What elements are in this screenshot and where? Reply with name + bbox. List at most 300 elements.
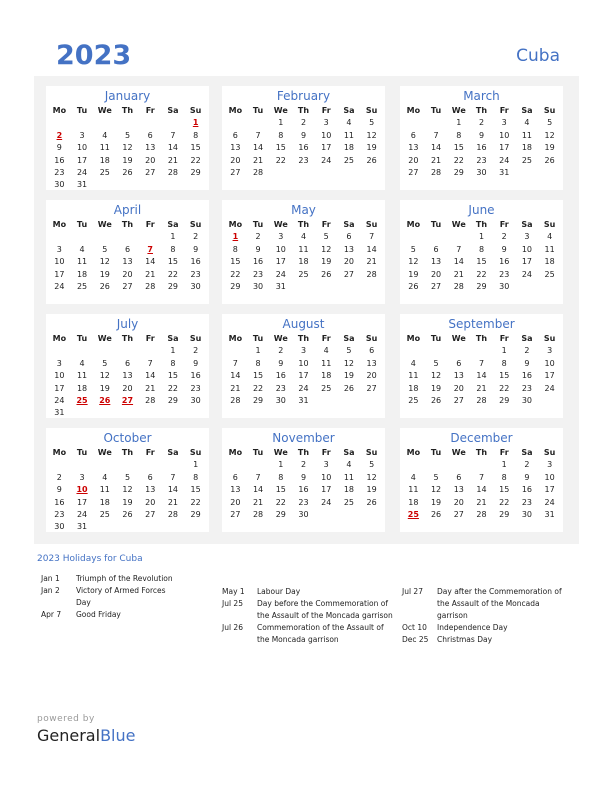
- day-cell: 30: [190, 281, 201, 291]
- day-cell: 25: [343, 155, 355, 165]
- day-cell: 14: [252, 485, 264, 495]
- weekday-label: Fr: [145, 106, 155, 115]
- day-cell: 8: [456, 130, 462, 140]
- weekday-label: Su: [365, 106, 378, 115]
- month-title: May: [291, 203, 316, 217]
- holiday-name: Commemoration of the Assault of the Moncada garrison: [257, 623, 384, 644]
- day-cell: 18: [321, 371, 332, 381]
- day-cell: 19: [99, 269, 110, 279]
- day-cell: 10: [54, 371, 65, 381]
- holiday-day: 25: [407, 509, 419, 519]
- day-cell: 14: [145, 371, 156, 381]
- weekday-label: Su: [543, 220, 556, 229]
- weekday-label: We: [97, 448, 112, 457]
- day-cell: 10: [321, 472, 332, 482]
- day-cell: 9: [56, 485, 62, 495]
- day-cell: 22: [499, 497, 510, 507]
- weekday-label: Sa: [521, 334, 533, 343]
- month-september: [400, 314, 563, 418]
- day-cell: 8: [501, 358, 507, 368]
- weekday-label: Mo: [52, 334, 67, 343]
- day-cell: 19: [408, 269, 419, 279]
- day-cell: 3: [56, 358, 62, 368]
- day-cell: 13: [122, 371, 133, 381]
- month-december: [400, 428, 563, 532]
- holiday-name: Victory of Armed Forces Day: [76, 586, 166, 607]
- day-cell: 12: [544, 130, 555, 140]
- day-cell: 8: [193, 472, 199, 482]
- day-cell: 22: [230, 269, 241, 279]
- day-cell: 19: [544, 143, 555, 153]
- day-cell: 24: [544, 497, 555, 507]
- day-cell: 28: [145, 395, 156, 405]
- day-cell: 18: [408, 383, 419, 393]
- day-cell: 3: [278, 232, 284, 242]
- day-cell: 15: [167, 371, 179, 381]
- empty-cell: [71, 345, 94, 357]
- day-cell: 7: [170, 472, 176, 482]
- month-june: [400, 200, 563, 304]
- day-cell: 2: [501, 232, 507, 242]
- day-cell: 14: [366, 244, 377, 254]
- holiday-date: Oct 10: [402, 623, 427, 632]
- country-name: Cuba: [516, 46, 560, 66]
- day-cell: 17: [76, 497, 88, 507]
- day-cell: 2: [524, 460, 530, 470]
- empty-cell: [447, 345, 470, 357]
- day-cell: 27: [230, 509, 241, 519]
- day-cell: 29: [252, 395, 264, 405]
- holiday-item: [41, 573, 181, 585]
- day-cell: 6: [124, 358, 131, 368]
- holiday-day: 2: [56, 130, 63, 140]
- day-cell: 30: [521, 509, 533, 519]
- holiday-item: [402, 586, 572, 622]
- day-cell: 20: [343, 257, 355, 267]
- weekday-label: Fr: [321, 334, 331, 343]
- day-cell: 31: [298, 395, 309, 405]
- day-cell: 24: [54, 395, 65, 405]
- day-cell: 30: [521, 395, 533, 405]
- day-cell: 4: [79, 358, 85, 368]
- day-cell: 29: [476, 281, 487, 291]
- day-cell: 12: [430, 371, 442, 381]
- day-cell: 10: [521, 244, 533, 254]
- weekday-label: Th: [475, 448, 488, 457]
- holiday-name: Good Friday: [76, 610, 121, 619]
- day-cell: 4: [410, 472, 416, 482]
- weekday-label: Fr: [145, 220, 155, 229]
- day-cell: 5: [102, 358, 108, 368]
- day-cell: 13: [366, 358, 377, 368]
- day-cell: 23: [190, 383, 201, 393]
- day-cell: 30: [190, 395, 201, 405]
- weekday-label: Fr: [499, 220, 509, 229]
- weekday-label: Mo: [406, 220, 421, 229]
- day-cell: 5: [410, 244, 416, 254]
- month-title: August: [282, 317, 325, 331]
- day-cell: 7: [456, 244, 462, 254]
- day-cell: 4: [346, 118, 352, 128]
- empty-cell: [402, 117, 425, 129]
- day-cell: 6: [456, 358, 462, 368]
- day-cell: 8: [278, 472, 284, 482]
- weekday-label: Sa: [167, 334, 179, 343]
- day-cell: 7: [478, 472, 485, 482]
- day-cell: 8: [278, 130, 284, 140]
- weekday-label: Mo: [228, 220, 243, 229]
- empty-cell: [425, 459, 448, 471]
- weekday-label: Sa: [343, 448, 355, 457]
- holiday-item: [402, 634, 572, 646]
- day-cell: 31: [544, 509, 555, 519]
- day-cell: 7: [232, 358, 238, 368]
- weekday-label: Sa: [343, 106, 355, 115]
- day-cell: 5: [369, 460, 375, 470]
- day-cell: 21: [167, 155, 179, 165]
- day-cell: 4: [300, 232, 307, 242]
- day-cell: 21: [252, 497, 264, 507]
- day-cell: 26: [122, 509, 133, 519]
- day-cell: 23: [499, 269, 510, 279]
- day-cell: 19: [366, 485, 377, 495]
- day-cell: 27: [230, 167, 241, 177]
- day-cell: 10: [275, 244, 286, 254]
- day-cell: 15: [230, 257, 241, 267]
- day-cell: 10: [54, 257, 65, 267]
- day-cell: 11: [321, 358, 332, 368]
- day-cell: 1: [170, 346, 176, 356]
- month-title: November: [272, 431, 335, 445]
- day-cell: 1: [501, 460, 507, 470]
- day-cell: 11: [544, 244, 555, 254]
- day-cell: 1: [501, 346, 507, 356]
- day-cell: 12: [99, 257, 110, 267]
- day-cell: 12: [343, 358, 355, 368]
- day-cell: 27: [453, 509, 464, 519]
- empty-cell: [139, 231, 162, 243]
- empty-cell: [48, 117, 71, 129]
- day-cell: 16: [298, 485, 309, 495]
- empty-cell: [247, 459, 270, 471]
- weekday-label: Sa: [167, 106, 179, 115]
- day-cell: 19: [430, 383, 442, 393]
- day-cell: 2: [300, 460, 307, 470]
- weekday-label: Tu: [430, 220, 442, 229]
- day-cell: 16: [190, 371, 201, 381]
- day-cell: 25: [321, 383, 332, 393]
- month-title: January: [104, 89, 151, 103]
- weekday-label: Tu: [76, 334, 88, 343]
- day-cell: 27: [366, 383, 377, 393]
- empty-cell: [162, 117, 185, 129]
- day-cell: 17: [321, 485, 332, 495]
- day-cell: 6: [232, 130, 238, 140]
- day-cell: 13: [145, 485, 156, 495]
- day-cell: 4: [547, 232, 553, 242]
- weekday-label: Fr: [321, 448, 331, 457]
- day-cell: 3: [79, 130, 85, 140]
- day-cell: 1: [278, 118, 284, 128]
- day-cell: 14: [252, 143, 264, 153]
- day-cell: 16: [54, 497, 65, 507]
- day-cell: 21: [366, 257, 377, 267]
- weekday-label: Sa: [521, 220, 533, 229]
- day-cell: 13: [408, 143, 419, 153]
- day-cell: 12: [321, 244, 332, 254]
- weekday-label: We: [97, 334, 112, 343]
- day-cell: 27: [408, 167, 419, 177]
- day-cell: 19: [99, 383, 110, 393]
- day-cell: 28: [430, 167, 442, 177]
- powered-by-label: powered by: [37, 714, 95, 724]
- day-cell: 31: [76, 522, 88, 532]
- day-cell: 23: [275, 383, 286, 393]
- day-cell: 22: [167, 383, 179, 393]
- day-cell: 24: [54, 281, 65, 291]
- day-cell: 7: [433, 130, 439, 140]
- day-cell: 20: [145, 155, 156, 165]
- day-cell: 19: [430, 497, 442, 507]
- day-cell: 19: [366, 143, 377, 153]
- empty-cell: [139, 345, 162, 357]
- day-cell: 4: [102, 472, 108, 482]
- day-cell: 18: [544, 257, 555, 267]
- empty-cell: [93, 117, 116, 129]
- weekday-label: Su: [189, 220, 202, 229]
- day-cell: 28: [476, 395, 487, 405]
- empty-cell: [224, 459, 247, 471]
- weekday-label: Mo: [228, 334, 243, 343]
- day-cell: 21: [252, 155, 264, 165]
- month-november: [222, 428, 385, 532]
- day-cell: 25: [521, 155, 533, 165]
- day-cell: 24: [298, 383, 309, 393]
- holidays-column: [41, 573, 181, 621]
- day-cell: 7: [147, 358, 153, 368]
- weekday-label: Sa: [521, 106, 533, 115]
- day-cell: 8: [255, 358, 261, 368]
- day-cell: 16: [521, 485, 533, 495]
- day-cell: 30: [476, 167, 487, 177]
- day-cell: 15: [275, 143, 286, 153]
- weekday-label: Fr: [145, 334, 155, 343]
- day-cell: 4: [79, 244, 85, 254]
- weekday-label: We: [451, 106, 466, 115]
- weekday-label: Su: [189, 334, 202, 343]
- day-cell: 5: [102, 244, 108, 254]
- weekday-label: Sa: [343, 334, 355, 343]
- day-cell: 8: [193, 130, 199, 140]
- month-january: [46, 86, 209, 190]
- day-cell: 9: [300, 130, 307, 140]
- weekday-label: We: [273, 220, 288, 229]
- month-grid: [224, 333, 383, 407]
- day-cell: 17: [544, 371, 555, 381]
- day-cell: 18: [76, 383, 88, 393]
- day-cell: 2: [478, 118, 485, 128]
- day-cell: 19: [122, 155, 133, 165]
- weekday-label: Th: [475, 220, 488, 229]
- day-cell: 2: [56, 472, 62, 482]
- day-cell: 12: [366, 130, 377, 140]
- day-cell: 25: [76, 281, 88, 291]
- weekday-label: Fr: [145, 448, 155, 457]
- day-cell: 5: [124, 130, 131, 140]
- empty-cell: [247, 117, 270, 129]
- holiday-name: Labour Day: [257, 587, 301, 596]
- holiday-day: 26: [99, 395, 111, 405]
- day-cell: 5: [369, 118, 375, 128]
- day-cell: 4: [410, 358, 416, 368]
- day-cell: 7: [255, 130, 261, 140]
- day-cell: 15: [476, 257, 487, 267]
- day-cell: 3: [501, 118, 507, 128]
- day-cell: 12: [99, 371, 110, 381]
- day-cell: 2: [255, 232, 261, 242]
- month-october: [46, 428, 209, 532]
- day-cell: 20: [145, 497, 156, 507]
- month-title: March: [463, 89, 500, 103]
- day-cell: 1: [478, 232, 485, 242]
- day-cell: 1: [255, 346, 261, 356]
- holiday-day: 27: [121, 395, 134, 405]
- day-cell: 25: [298, 269, 309, 279]
- weekday-label: Mo: [228, 448, 243, 457]
- day-cell: 22: [275, 497, 286, 507]
- day-cell: 26: [366, 497, 377, 507]
- day-cell: 28: [476, 509, 487, 519]
- month-title: June: [468, 203, 495, 217]
- day-cell: 12: [430, 485, 442, 495]
- holiday-item: [41, 585, 181, 609]
- day-cell: 26: [99, 281, 110, 291]
- holiday-item: [402, 622, 572, 634]
- day-cell: 16: [499, 257, 510, 267]
- day-cell: 15: [190, 485, 201, 495]
- day-cell: 6: [147, 130, 153, 140]
- day-cell: 19: [343, 371, 355, 381]
- day-cell: 20: [122, 383, 133, 393]
- day-cell: 13: [453, 485, 464, 495]
- holiday-day: 25: [76, 395, 88, 405]
- day-cell: 12: [122, 485, 133, 495]
- day-cell: 10: [499, 130, 510, 140]
- holiday-date: Jul 25: [222, 599, 243, 608]
- weekday-label: Mo: [406, 448, 421, 457]
- day-cell: 2: [524, 346, 530, 356]
- day-cell: 13: [145, 143, 156, 153]
- day-cell: 24: [321, 155, 332, 165]
- day-cell: 9: [524, 358, 530, 368]
- empty-cell: [71, 117, 94, 129]
- day-cell: 25: [544, 269, 555, 279]
- day-cell: 25: [343, 497, 355, 507]
- day-cell: 20: [366, 371, 377, 381]
- day-cell: 11: [76, 371, 88, 381]
- day-cell: 20: [453, 383, 464, 393]
- weekday-label: We: [97, 106, 112, 115]
- month-grid: [48, 105, 207, 192]
- day-cell: 24: [76, 167, 88, 177]
- day-cell: 10: [321, 130, 332, 140]
- day-cell: 31: [275, 281, 286, 291]
- day-cell: 2: [278, 346, 284, 356]
- day-cell: 31: [54, 408, 65, 418]
- day-cell: 23: [476, 155, 487, 165]
- day-cell: 6: [232, 472, 238, 482]
- day-cell: 24: [76, 509, 88, 519]
- day-cell: 22: [275, 155, 286, 165]
- day-cell: 11: [408, 485, 419, 495]
- day-cell: 22: [190, 497, 201, 507]
- weekday-label: Th: [475, 106, 488, 115]
- day-cell: 17: [76, 155, 88, 165]
- day-cell: 18: [99, 155, 110, 165]
- month-title: July: [116, 317, 139, 331]
- day-cell: 11: [76, 257, 88, 267]
- day-cell: 11: [343, 472, 355, 482]
- day-cell: 31: [499, 167, 510, 177]
- day-cell: 26: [321, 269, 332, 279]
- day-cell: 28: [453, 281, 464, 291]
- day-cell: 4: [323, 346, 329, 356]
- day-cell: 3: [323, 118, 329, 128]
- day-cell: 21: [476, 383, 487, 393]
- month-title: September: [448, 317, 515, 331]
- weekday-label: Su: [189, 448, 202, 457]
- month-grid: [48, 333, 207, 420]
- weekday-label: Mo: [406, 106, 421, 115]
- empty-cell: [470, 345, 493, 357]
- day-cell: 20: [453, 497, 464, 507]
- holiday-date: Jul 27: [402, 587, 423, 596]
- day-cell: 6: [410, 130, 416, 140]
- month-grid: [48, 219, 207, 293]
- month-february: [222, 86, 385, 190]
- weekday-label: Tu: [430, 334, 442, 343]
- empty-cell: [93, 345, 116, 357]
- empty-cell: [425, 345, 448, 357]
- weekday-label: Th: [121, 448, 134, 457]
- month-may: [222, 200, 385, 304]
- day-cell: 21: [230, 383, 241, 393]
- day-cell: 26: [366, 155, 377, 165]
- weekday-label: Fr: [499, 106, 509, 115]
- weekday-label: We: [97, 220, 112, 229]
- day-cell: 15: [275, 485, 286, 495]
- month-grid: [402, 219, 561, 293]
- day-cell: 18: [298, 257, 309, 267]
- holiday-name: Day before the Commemoration of the Assault of the Moncada garrison: [257, 599, 393, 620]
- day-cell: 30: [54, 522, 65, 532]
- day-cell: 6: [124, 244, 131, 254]
- day-cell: 6: [147, 472, 153, 482]
- day-cell: 13: [430, 257, 442, 267]
- day-cell: 26: [122, 167, 133, 177]
- day-cell: 10: [76, 143, 88, 153]
- day-cell: 23: [190, 269, 201, 279]
- day-cell: 6: [456, 472, 462, 482]
- holiday-item: [222, 586, 394, 598]
- empty-cell: [224, 345, 247, 357]
- day-cell: 16: [476, 143, 487, 153]
- weekday-label: Th: [297, 220, 310, 229]
- day-cell: 28: [230, 395, 241, 405]
- day-cell: 1: [193, 460, 199, 470]
- weekday-label: We: [451, 220, 466, 229]
- weekday-label: Th: [475, 334, 488, 343]
